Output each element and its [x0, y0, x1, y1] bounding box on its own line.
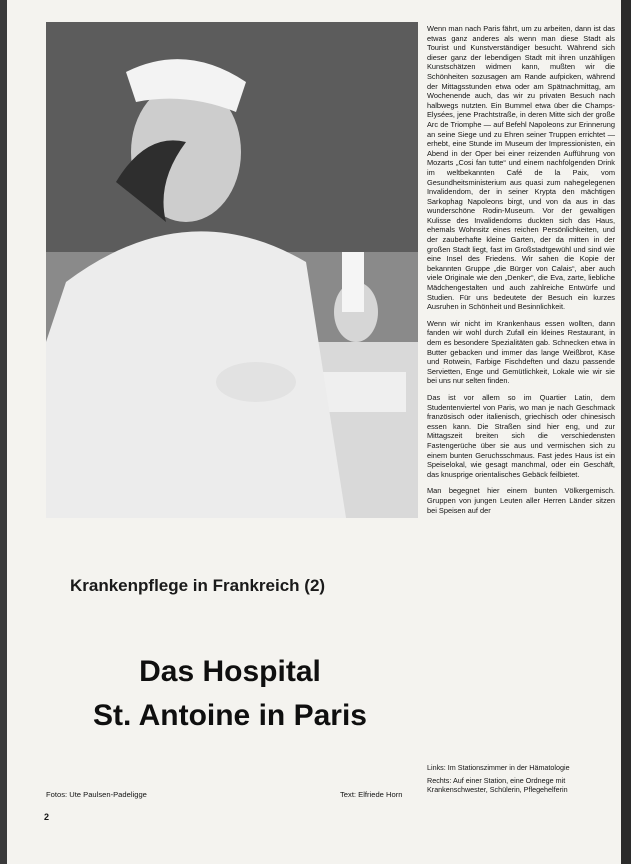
- body-paragraph: Man begegnet hier einem bunten Völkergemisch. Gruppen von jungen Leuten aller Herren Länder sitzen bei Speisen auf der: [427, 486, 615, 515]
- photo-illustration: [46, 22, 418, 518]
- article-body: [427, 24, 615, 522]
- photo-credit: Fotos: Ute Paulsen-Padeligge: [46, 790, 147, 799]
- article-kicker: Krankenpflege in Frankreich (2): [70, 576, 326, 595]
- headline-line-1: Das Hospital: [139, 655, 321, 688]
- photo-captions: [427, 763, 617, 799]
- body-paragraph: Wenn wir nicht im Krankenhaus essen wollten, dann fanden wir wohl durch Zufall ein kleines Restaurant, in dem es besondere Spezialitäten gab. Schnecken etwa in Butter gebacken und immer das lange Weißbrot, Käse und Rotwein, Farbige Fischdeften und dazu passende Servietten, Enge und Gemütlichkeit, Lokale wie wir sie bei uns nur selten finden.: [427, 318, 615, 386]
- nurse-photo: [46, 22, 418, 518]
- caption-left: Links: Im Stationszimmer in der Hämatologie: [427, 763, 570, 772]
- caption-right: Rechts: Auf einer Station, eine Ordnege mit Krankenschwester, Schülerin, Pflegehelferin: [427, 776, 568, 795]
- page-right-edge: [621, 0, 631, 864]
- body-paragraph: Das ist vor allem so im Quartier Latin, dem Studentenviertel von Paris, wo man je nach Geschmack französisch oder italienisch, griechisch oder chinesisch essen kann. Die Straßen sind hier eng, und zur Mittagszeit breiten sich die verschiedensten Fastengerüche über sie aus und vermischen sich zu einem bunten Geruchsschmaus. Fast jedes Haus ist ein Speiselokal, wie gesagt manchmal, oder ein Geschäft, das knusprige orientalisches Gebäck feilbietet.: [427, 392, 615, 479]
- text-credit: Text: Elfriede Horn: [340, 790, 403, 799]
- headline-line-2: St. Antoine in Paris: [93, 699, 367, 732]
- page-number: 2: [44, 812, 50, 822]
- body-paragraph: Wenn man nach Paris fährt, um zu arbeiten, dann ist das etwas ganz anderes als wenn man diese Stadt als Tourist und Kunstverständiger besucht. Während sich dieser ganz der lebendigen Stadt mit ihren unzähligen Kunstschätzen widmen kann, mußten wir die Schönheiten sozusagen am Rande aufpicken, während der Mittagsstunden etwa oder am Spätnachmittag, am Wochenende auch, das wir zu privaten Besuch nach halbwegs nutzten. Ein Bummel etwa über die Champs-Elysées, jene Prachtstraße, in deren Mitte sich der große Arc de Triomphe — auf Befehl Napoleons zur Erinnerung an seine Siege und zu Ehren seiner Truppen errichtet — erhebt, eine Stunde im Museum der Impressionisten, ein Abend in der Oper bei einer reizenden Aufführung von Mozarts „Cosi fan tutte“ und einem nachfolgenden Drink im weltbekannten Café de la Paix, vom Gesundheitsministerium aus quasi zum nahegelegenen Invalidendom, der in seiner Krypta den mächtigen Sarkophag Napoleons birgt, und von da aus in das wunderschöne Rodin-Museum. Vor der gewaltigen Kulisse des Invalidendoms duckten sich das Haus, ehemals Wohnsitz eines reichen Persönlichkeiten, und der zauberhafte kleine Garten, der da mitten in der großen Stadt liegt, fast im Großstadtgewühl und sind wie eine Insel des Friedens. Wir sahen die Kopie der bekannten Gruppe „die Bürger von Calais“, aber auch viele Originale wie den „Denker“, die Eva, zarte, liebliche Mädchengestalten und auch zahlreiche Entwürfe und Studien. Für uns bedeutete der Besuch ein kurzes Ausruhen in Schönheit und Besinnlichkeit.: [427, 24, 615, 312]
